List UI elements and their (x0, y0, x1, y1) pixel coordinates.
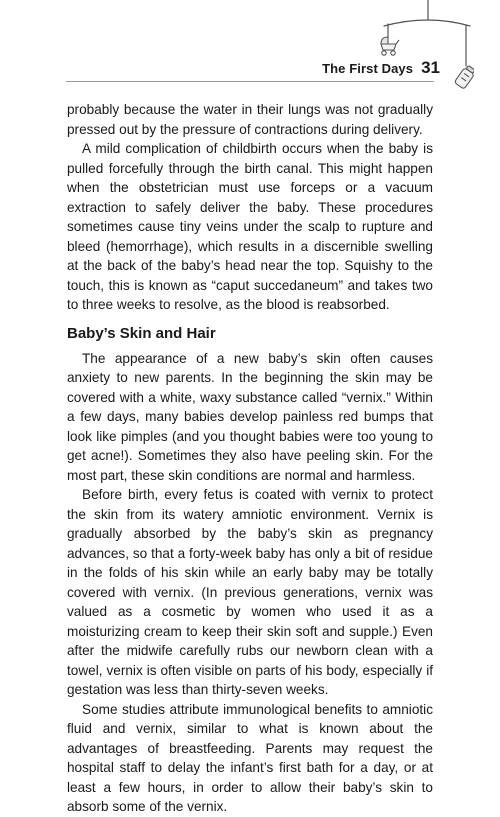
running-head: The First Days (322, 61, 414, 76)
body-paragraph: The appearance of a new baby’s skin often causes anxiety to new parents. In the beginning the skin may be covered with a white, waxy substance called “vernix.” Within a few days, many babies develop painless red bumps that look like pimples (and you thought babies were too young to get acne!). Sometimes they also have peeling skin. For the most part, these skin conditions are normal and harmless. (67, 350, 433, 483)
body-paragraph: A mild complication of childbirth occurs when the baby is pulled forcefully through the birth canal. This might happen when the obstetrician must use forceps or a vacuum extraction to safely deliver the baby. These procedures sometimes cause tiny veins under the scalp to rupture and bleed (hemorrhage), which results in a discernible swelling at the back of the baby’s head near the top. Squishy to the touch, this is known as “caput succedaneum” and takes two to three weeks to resolve, as the blood is reabsorbed. (67, 141, 433, 312)
page-header (322, 58, 440, 78)
stroller-icon (381, 37, 399, 55)
bottle-icon (454, 64, 474, 89)
page-body (67, 100, 433, 817)
body-paragraph: Before birth, every fetus is coated with vernix to protect the skin from its watery amniotic environment. Vernix is gradually absorbed by the baby’s skin as pregnancy advances, so that a forty-week baby has only a bit of residue in the folds of his skin while an early baby may be totally covered with vernix. (In previous generations, vernix was valued as a cosmetic by women who used it as a moisturizing cream to keep their skin soft and supple.) Even after the midwife carefully rubs our newborn clean with a towel, vernix is often visible on parts of his body, especially if gestation was less than thirty-seven weeks. (67, 487, 433, 697)
body-paragraph: probably because the water in their lungs was not gradually pressed out by the pressure of contractions during delivery. (67, 102, 433, 137)
page-number: 31 (421, 58, 440, 77)
body-paragraph: Some studies attribute immunological benefits to amniotic fluid and vernix, similar to what is known about the advantages of breastfeeding. Parents may request the hospital staff to delay the infant’s first bath for a day, or at least a few hours, in order to allow their baby’s skin to absorb some of the vernix. (67, 701, 433, 814)
header-rule (66, 81, 434, 82)
section-heading: Baby’s Skin and Hair (67, 324, 216, 342)
